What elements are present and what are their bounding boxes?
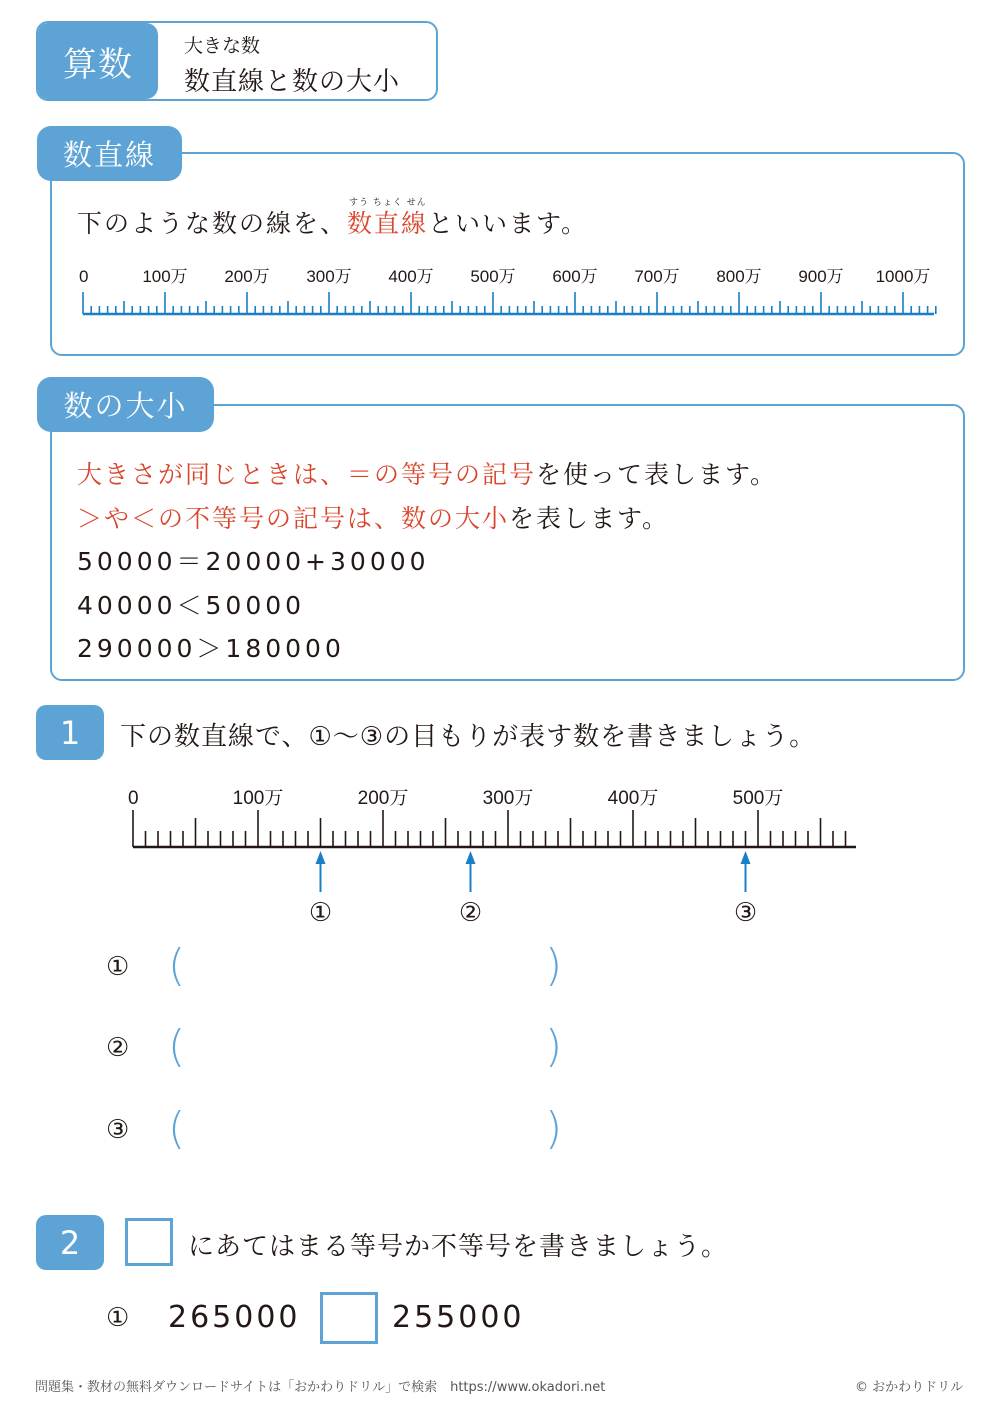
number-line-2: [0, 780, 1000, 930]
number-line-1-label: 800万: [716, 267, 762, 286]
ruby-reading: すう ちょく せん: [349, 198, 427, 208]
answer-1-open-paren: (: [168, 940, 186, 991]
highlight-term: [347, 198, 429, 238]
answer-2-label: ②: [106, 1033, 130, 1063]
footer-copyright: © おかわりドリル: [855, 1380, 964, 1395]
answer-3-close-paren: ): [545, 1103, 563, 1154]
arrow-up-icon: [316, 851, 326, 864]
answer-2-open-paren: (: [168, 1021, 186, 1072]
definition-text: 下のような数の線を、: [77, 209, 348, 238]
equality-rule: [77, 455, 777, 491]
number-line-1-label: 600万: [552, 267, 598, 286]
number-line-definition: [77, 198, 589, 240]
q2-item-1-right: 255000: [392, 1300, 525, 1335]
answer-2-field[interactable]: [190, 1029, 540, 1069]
arrow-up-icon: [466, 851, 476, 864]
number-line-1-label: 200万: [224, 267, 270, 286]
number-line-1-label: 100万: [142, 267, 188, 286]
number-line-1-label: 900万: [798, 267, 844, 286]
footer-site-info: 問題集・教材の無料ダウンロードサイトは「おかわりドリル」で検索 https://www.okadori.net: [35, 1380, 606, 1395]
number-line-1-label: 0: [79, 267, 89, 286]
question-2-badge: 2: [36, 1215, 104, 1270]
arrow-label: ②: [458, 897, 483, 927]
answer-1-close-paren: ): [545, 940, 563, 991]
example-3: 290000＞180000: [77, 634, 345, 663]
inequality-rule-text: を表します。: [509, 504, 670, 533]
equality-rule-text: を使って表します。: [536, 460, 778, 489]
unit-label: 大きな数: [184, 35, 261, 57]
arrow-up-icon: [741, 851, 751, 864]
section-tag-comparison: 数の大小: [37, 377, 214, 432]
definition-text-end: といいます。: [428, 209, 589, 238]
answer-1-label: ①: [106, 952, 130, 982]
question-1-badge: 1: [36, 705, 104, 760]
q2-item-1-label: ①: [106, 1303, 130, 1333]
subject-label: 算数: [38, 23, 158, 99]
number-line-panel: [50, 152, 965, 356]
header-box: [36, 21, 438, 101]
number-line-2-label: 0: [128, 788, 139, 809]
number-line-2-label: 300万: [482, 788, 534, 809]
answer-2-close-paren: ): [545, 1021, 563, 1072]
example-1: 50000＝20000+30000: [77, 547, 430, 576]
page-title: 数直線と数の大小: [184, 67, 401, 97]
example-2: 40000＜50000: [77, 591, 306, 620]
number-line-2-label: 500万: [732, 788, 784, 809]
number-line-1-label: 300万: [306, 267, 352, 286]
equality-rule-highlight: 大きさが同じときは、＝の等号の記号: [77, 460, 537, 489]
question-1-prompt: 下の数直線で、①〜③の目もりが表す数を書きましょう。: [120, 722, 817, 752]
inequality-rule-highlight: ＞や＜の不等号の記号は、数の大小: [77, 504, 510, 533]
section-tag-number-line: 数直線: [37, 126, 182, 181]
highlight-text: 数直線: [347, 209, 429, 238]
arrow-label: ③: [733, 897, 758, 927]
q2-item-1-answer-box[interactable]: [320, 1292, 378, 1344]
number-line-1-label: 1000万: [875, 267, 931, 286]
number-line-1: [0, 255, 1000, 325]
answer-3-field[interactable]: [190, 1111, 540, 1151]
number-line-1-label: 500万: [470, 267, 516, 286]
q2-item-1-left: 265000: [168, 1300, 301, 1335]
arrow-label: ①: [308, 897, 333, 927]
answer-3-label: ③: [106, 1115, 130, 1145]
number-line-2-label: 200万: [357, 788, 409, 809]
inequality-rule: [77, 499, 669, 535]
answer-3-open-paren: (: [168, 1103, 186, 1154]
number-line-2-label: 400万: [607, 788, 659, 809]
answer-1-field[interactable]: [190, 948, 540, 988]
number-line-1-label: 700万: [634, 267, 680, 286]
question-2-prompt: にあてはまる等号か不等号を書きましょう。: [188, 1232, 729, 1262]
blank-box-example: [125, 1218, 173, 1266]
number-line-1-label: 400万: [388, 267, 434, 286]
number-line-2-label: 100万: [232, 788, 284, 809]
